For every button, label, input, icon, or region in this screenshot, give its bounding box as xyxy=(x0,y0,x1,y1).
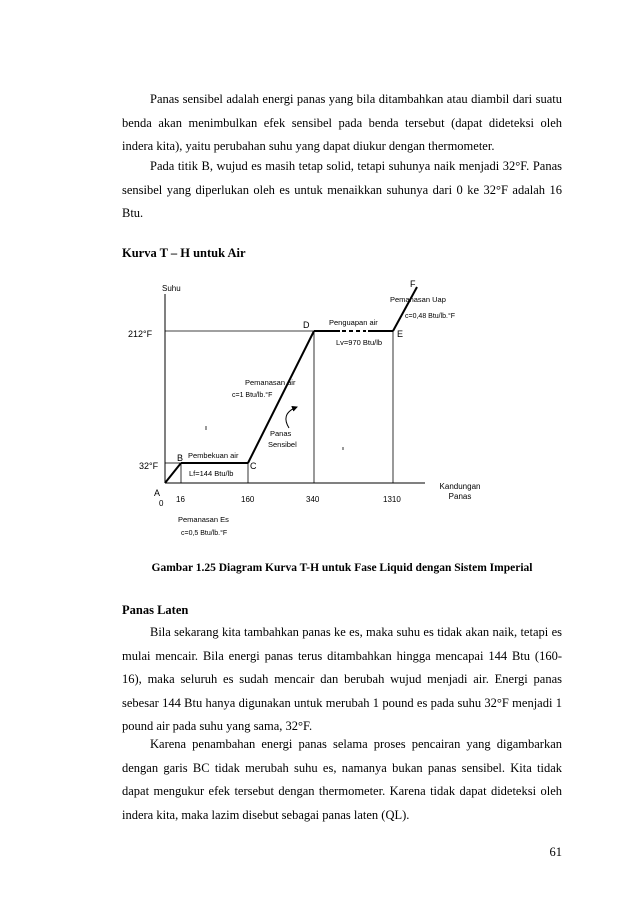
annotation-c-uap: c=0,48 Btu/lb.°F xyxy=(405,313,456,320)
y-tick-label: 32°F xyxy=(139,461,159,471)
segment-ef xyxy=(393,287,417,331)
y-tick-label: 212°F xyxy=(128,329,153,339)
annotation-panas: Panas xyxy=(270,429,292,438)
figure-caption: Gambar 1.25 Diagram Kurva T-H untuk Fase Liquid dengan Sistem Imperial xyxy=(151,562,533,574)
annotation-pembekuan: Pembekuan air xyxy=(188,451,239,460)
point-label: C xyxy=(250,461,257,471)
x-tick-label: 340 xyxy=(306,495,320,504)
x-tick-label: 160 xyxy=(241,495,255,504)
point-label: F xyxy=(410,279,416,289)
point-label: D xyxy=(303,320,310,330)
paragraph-point-b: Pada titik B, wujud es masih tetap solid, tetapi suhunya naik menjadi 32°F. Panas sensibel yang diperlukan oleh es untuk menaikkan suhunya dari 0 ke 32°F adalah 16 Btu. xyxy=(122,159,562,220)
segment-ab xyxy=(165,463,181,483)
annotation-lv: Lv=970 Btu/lb xyxy=(336,338,383,347)
x-axis-label: Panas xyxy=(448,492,472,501)
annotation-lf: Lf=144 Btu/lb xyxy=(189,469,234,478)
annotation-pemanasan-es: Pemanasan Es xyxy=(178,515,229,524)
paragraph-latent-definition: Karena penambahan energi panas selama proses pencairan yang digambarkan dengan garis BC tidak merubah suhu es, namanya bukan panas sensibel. Kita tidak dapat mengukur efek tersebut dengan thermometer. Karena tidak dapat dideteksi oleh indera kita, maka lazim disebut sebagai panas laten (QL). xyxy=(122,737,562,822)
paragraph-sensible-heat: Panas sensibel adalah energi panas yang bila ditambahkan atau diambil dari suatu benda akan menimbulkan efek sensibel pada benda tersebut (dapat dideteksi oleh indera kita), yaitu perubahan suhu yang dapat diukur dengan thermometer. xyxy=(122,92,562,153)
annotation-sensibel: Sensibel xyxy=(268,440,297,449)
y-axis-label: Suhu xyxy=(162,284,181,293)
page-number: 61 xyxy=(549,845,562,859)
x-tick-label: 16 xyxy=(176,495,185,504)
heading-laten: Panas Laten xyxy=(122,603,189,617)
point-label: B xyxy=(177,453,184,463)
x-axis-label: Kandungan xyxy=(439,482,481,491)
x-tick-label: 0 xyxy=(159,499,164,508)
annotation-penguapan: Penguapan air xyxy=(329,318,378,327)
annotation-c-es: c=0,5 Btu/lb.°F xyxy=(181,530,228,537)
annotation-pemanasan-air: Pemanasan air xyxy=(245,378,296,387)
x-tick-label: 1310 xyxy=(383,495,401,504)
annotation-c-air: c=1 Btu/lb.°F xyxy=(232,392,273,399)
annotation-pemanasan-uap: Pemanasan Uap xyxy=(390,295,446,304)
th-diagram xyxy=(0,270,638,550)
point-label: A xyxy=(154,488,161,498)
heading-curve: Kurva T – H untuk Air xyxy=(122,246,246,260)
point-label: E xyxy=(397,329,404,339)
paragraph-latent-heat: Bila sekarang kita tambahkan panas ke es, maka suhu es tidak akan naik, tetapi es mulai mencair. Bila energi panas terus ditambahkan hingga mencapai 144 Btu (160-16), maka seluruh es sudah mencair dan berubah wujud menjadi air. Energi panas sebesar 144 Btu hanya digunakan untuk merubah 1 pound es pada suhu 32°F menjadi 1 pound air pada suhu yang sama, 32°F. xyxy=(122,625,562,733)
sensible-heat-arrow xyxy=(286,407,297,428)
